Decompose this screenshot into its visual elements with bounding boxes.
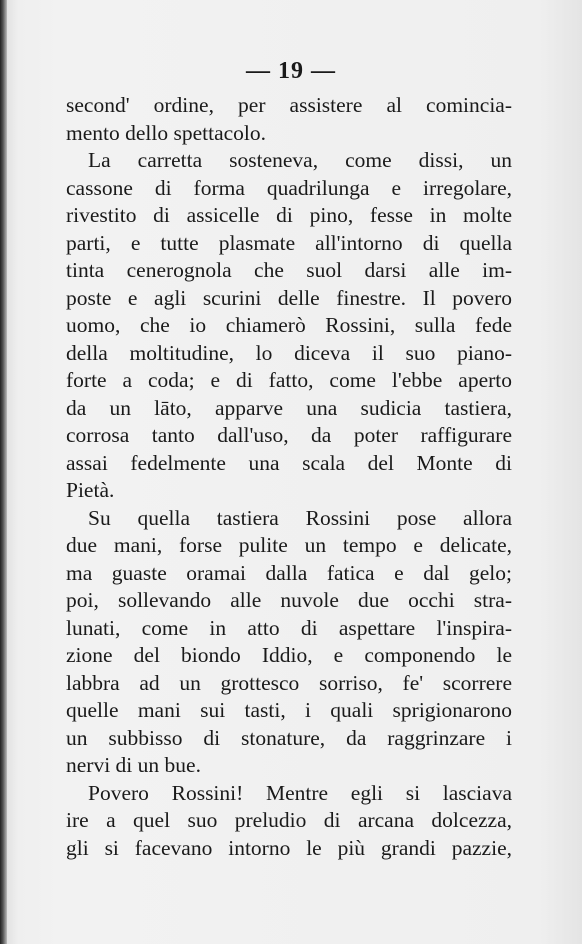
text-line: nervi di un bue. [66,753,201,777]
text-line: quelle mani sui tasti, i quali sprigionarono [66,698,512,722]
text-line: forte a coda; e di fatto, come l'ebbe aperto [66,368,512,392]
text-line: poi, sollevando alle nuvole due occhi stra- [66,588,512,612]
text-line: ma guaste oramai dalla fatica e dal gelo; [66,560,512,585]
text-line: uomo, che io chiamerò Rossini, sulla fede [66,313,512,337]
text-line: labbra ad un grottesco sorriso, fe' scorrere [66,670,512,695]
book-spine-edge [0,0,7,944]
text-line: lunati, come in atto di aspettare l'inspira- [66,615,512,640]
text-line: second' ordine, per assistere al comincia- [66,93,512,117]
text-line: Su quella tastiera Rossini pose allora [88,505,512,530]
text-line: poste e agli scurini delle finestre. Il povero [66,285,512,310]
body-text [66,92,512,862]
text-line: due mani, forse pulite un tempo e delicate, [66,533,512,557]
text-line: corrosa tanto dall'uso, da poter raffigurare [66,423,512,447]
text-line: cassone di forma quadrilunga e irregolare, [66,175,512,200]
text-line: un subbisso di stonature, da raggrinzare i [66,725,512,750]
text-line: assai fedelmente una scala del Monte di [66,450,512,475]
text-line: zione del biondo Iddio, e componendo le [66,643,512,667]
text-line: rivestito di assicelle di pino, fesse in molte [66,203,512,227]
text-line: gli si facevano intorno le più grandi pazzie, [66,835,512,860]
text-line: Povero Rossini! Mentre egli si lasciava [88,780,512,805]
text-line: da un lāto, apparve una sudicia tastiera, [66,395,512,420]
text-line: tinta cenerognola che suol darsi alle im- [66,258,512,282]
page-number: — 19 — [246,58,336,84]
text-line: parti, e tutte plasmate all'intorno di quella [66,230,512,255]
text-line: La carretta sosteneva, come dissi, un [88,148,512,172]
text-line: ire a quel suo preludio di arcana dolcezza, [66,808,512,832]
text-line: mento dello spettacolo. [66,120,267,145]
text-line: della moltitudine, lo diceva il suo piano- [66,340,512,365]
text-line: Pietà. [66,478,115,502]
